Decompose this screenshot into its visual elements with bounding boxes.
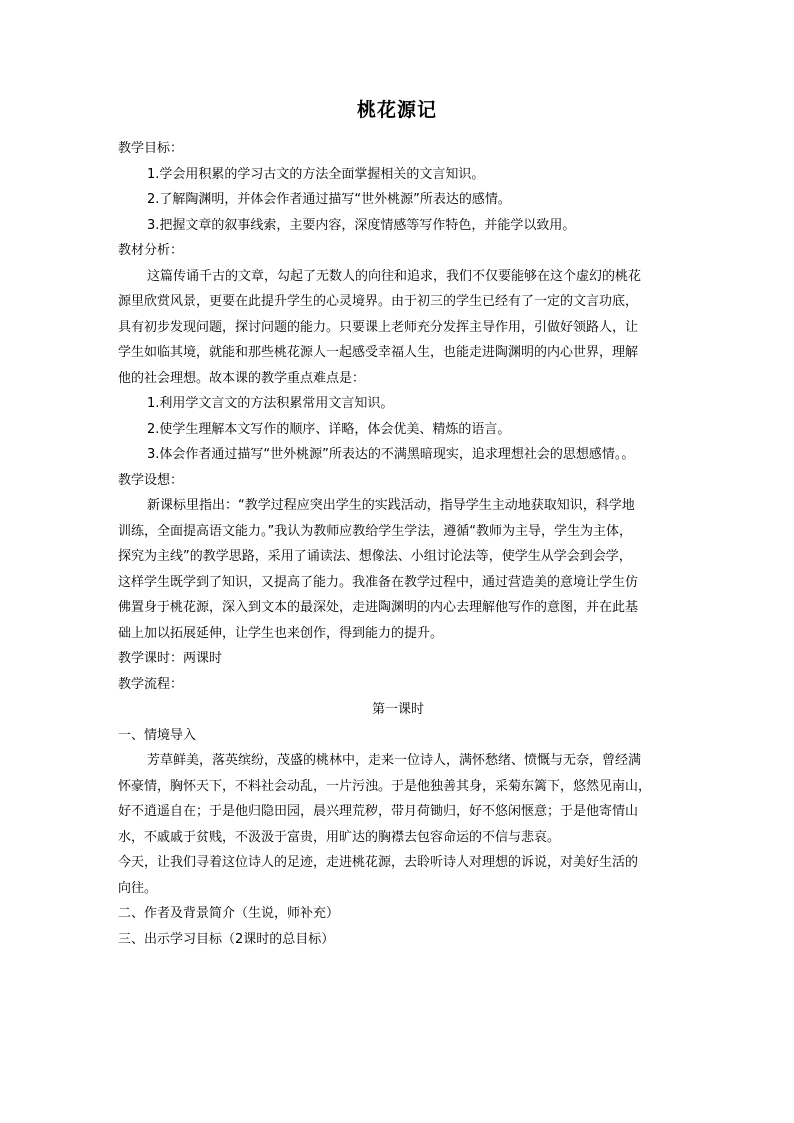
text-line: 佛置身于桃花源，深入到文本的最深处，走进陶渊明的内心去理解他写作的意图，并在此基 [118, 600, 639, 615]
text-line: 1.学会用积累的学习古文的方法全面掌握相关的文言知识。 [147, 166, 485, 182]
text-line: 3.把握文章的叙事线索，主要内容，深度情感等写作特色，并能学以致用。 [147, 217, 576, 233]
text-line: 2.使学生理解本文写作的顺序、详略，体会优美、精炼的语言。 [147, 421, 511, 437]
text-line: 他的社会理想。故本课的教学重点难点是： [118, 370, 366, 386]
document-body [118, 136, 678, 952]
text-line: 教学流程： [118, 676, 184, 692]
text-line: 今天，让我们寻着这位诗人的足迹，走进桃花源，去聆听诗人对理想的诉说，对美好生活的 [118, 855, 639, 870]
text-line: 源里欣赏风景，更要在此提升学生的心灵境界。由于初三的学生已经有了一定的文言功底， [118, 294, 639, 309]
section-heading: 第一课时 [371, 702, 424, 717]
text-line: 教学目标： [118, 141, 184, 156]
text-line: 教材分析： [118, 243, 184, 258]
text-line: 1.利用学文言文的方法积累常用文言知识。 [147, 396, 394, 411]
text-line: 教学课时：两课时 [118, 651, 223, 666]
text-line: 水，不戚戚于贫贱，不汲汲于富贵，用旷达的胸襟去包容命运的不信与悲哀。 [118, 829, 561, 845]
text-line: 教学设想： [118, 472, 184, 488]
text-line: 二、作者及背景简介（生说，师补充） [118, 906, 340, 921]
text-line: 一、情境导入 [118, 727, 197, 743]
text-line: 怀豪情，胸怀天下，不料社会动乱，一片污浊。于是他独善其身，采菊东篱下，悠然见南山， [118, 778, 652, 794]
text-line: 3.体会作者通过描写“世外桃源”所表达的不满黑暗现实，追求理想社会的思想感情。。 [147, 447, 635, 462]
text-line: 2.了解陶渊明，并体会作者通过描写“世外桃源”所表达的感情。 [147, 192, 511, 207]
text-line: 三、出示学习目标（2课时的总目标） [118, 931, 335, 947]
text-line: 好不逍遥自在；于是他归隐田园，晨兴理荒秽，带月荷锄归，好不悠闲惬意；于是他寄情山 [118, 804, 639, 819]
text-line: 具有初步发现问题，探讨问题的能力。只要课上老师充分发挥主导作用，引做好领路人，让 [118, 319, 639, 335]
text-line: 础上加以拓展延伸，让学生也来创作，得到能力的提升。 [118, 625, 444, 641]
text-line: 探究为主线”的教学思路，采用了诵读法、想像法、小组讨论法等，使学生从学会到会学， [118, 549, 632, 564]
text-line: 训练，全面提高语文能力。”我认为教师应教给学生学法，遵循“教师为主导，学生为主体， [118, 523, 632, 539]
text-line: 向往。 [118, 880, 158, 896]
text-line: 学生如临其境，就能和那些桃花源人一起感受幸福人生，也能走进陶渊明的内心世界，理解 [118, 345, 639, 360]
text-line: 这篇传诵千古的文章，勾起了无数人的向往和追求，我们不仅要能够在这个虚幻的桃花 [147, 268, 642, 284]
text-line: 新课标里指出：“教学过程应突出学生的实践活动，指导学生主动地获取知识，科学地 [147, 498, 635, 513]
text-line: 这样学生既学到了知识，又提高了能力。我准备在教学过程中，通过营造美的意境让学生仿 [118, 574, 639, 590]
text-line: 芳草鲜美，落英缤纷，茂盛的桃林中，走来一位诗人，满怀愁绪、愤慨与无奈，曾经满 [147, 753, 642, 768]
document-title: 桃花源记 [356, 99, 437, 121]
